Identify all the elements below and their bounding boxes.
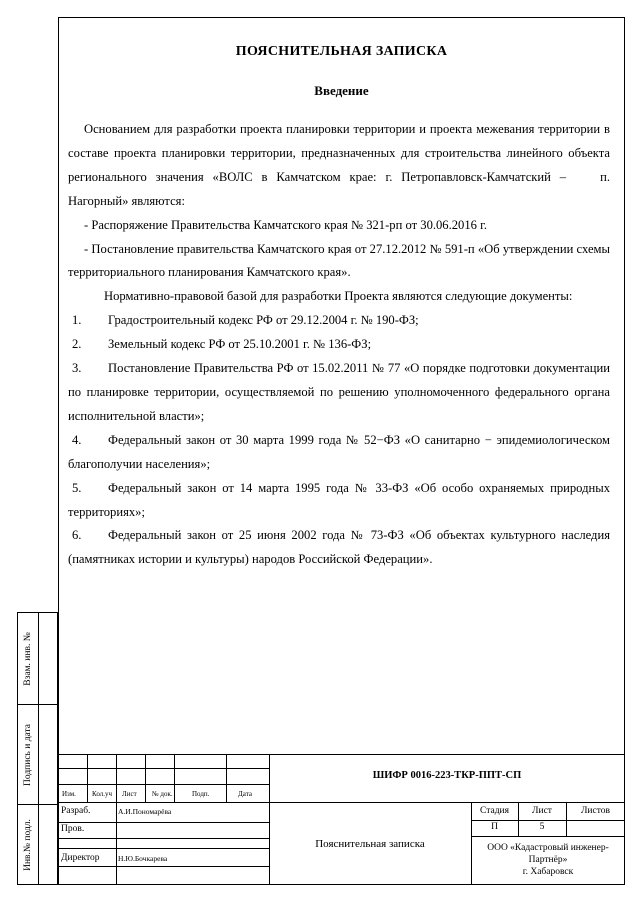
list-item-number: 5.	[72, 480, 82, 495]
intro-text-part2: п. Нагорный» являются:	[68, 169, 610, 208]
header-list: Лист	[122, 790, 137, 798]
list-item	[68, 333, 610, 357]
stadia-label: Стадия	[480, 806, 509, 816]
header-data: Дата	[238, 790, 252, 798]
list-item-number: 3.	[72, 361, 82, 376]
list-value: 5	[539, 822, 545, 832]
list-item	[68, 429, 610, 477]
header-izm: Изм.	[62, 790, 76, 798]
side-strip-podpis	[17, 705, 58, 805]
list-label: Лист	[532, 806, 552, 816]
list-item-number: 2.	[72, 337, 82, 352]
basis-item-1: - Распоряжение Правительства Камчатского края № 321-рп от 30.06.2016 г.	[84, 217, 487, 232]
prov-label: Пров.	[61, 824, 85, 834]
list-item-number: 1.	[72, 313, 82, 328]
list-item-text: Постановление Правительства РФ от 15.02.2011 № 77 «О порядке подготовки документации по планировке территории, осуществляемой по решению уполномоченного федерального органа исполнительной власти»;	[68, 361, 610, 423]
organization-city: г. Хабаровск	[522, 867, 574, 877]
director-label: Директор	[61, 853, 100, 863]
document-name: Пояснительная записка	[315, 838, 425, 850]
page-title: ПОЯСНИТЕЛЬНАЯ ЗАПИСКА	[235, 44, 448, 59]
razrab-name: А.И.Пономарёва	[118, 807, 172, 816]
list-item-text: Федеральный закон от 30 марта 1999 года № 52−ФЗ «О санитарно − эпидемиологическом благополучии населения»;	[68, 432, 610, 471]
list-item	[68, 357, 610, 429]
header-kol: Кол.уч	[92, 790, 112, 798]
header-ndok: № док.	[152, 790, 173, 798]
list-item	[68, 524, 610, 572]
inv-podl-label: Инв.№ подл.	[23, 818, 34, 871]
list-item-text: Земельный кодекс РФ от 25.10.2001 г. № 136-ФЗ;	[108, 337, 372, 352]
header-podp: Подп.	[192, 790, 210, 798]
list-item	[68, 309, 610, 333]
basis-item-2: - Постановление правительства Камчатского края от 27.12.2012 № 591-п «Об утверждении схемы территориального планирования Камчатского края».	[68, 241, 610, 280]
signature-date-label: Подпись и дата	[23, 723, 34, 786]
normative-paragraph: Нормативно-правовой базой для разработки Проекта являются следующие документы:	[104, 289, 573, 304]
title-block	[58, 754, 625, 885]
side-strip-vzam	[17, 612, 58, 705]
list-item	[68, 477, 610, 525]
intro-text-part1: Основанием для разработки проекта планировки территории и проекта межевания территории в составе проекта планировки территории, предназначенных для строительства линейного объекта регионального значения «ВОЛС в Камчатском крае: г. Петропавловск-Камчатский –	[68, 122, 610, 184]
list-item-number: 4.	[72, 432, 82, 447]
side-strip-inv	[17, 805, 58, 885]
list-item-text: Федеральный закон от 14 марта 1995 года № 33-ФЗ «Об особо охраняемых природных территориях»;	[68, 480, 610, 519]
list-item-number: 6.	[72, 528, 82, 543]
listov-label: Листов	[580, 806, 610, 816]
intro-paragraph	[68, 118, 610, 214]
organization-name: ООО «Кадастровый инженер-Партнёр»	[487, 843, 609, 865]
razrab-label: Разраб.	[61, 806, 91, 816]
stadia-value: П	[491, 822, 498, 832]
list-item-text: Градостроительный кодекс РФ от 29.12.2004 г. № 190-ФЗ;	[108, 313, 419, 328]
vzam-inv-label: Взам. инв. №	[23, 631, 34, 686]
document-body	[68, 118, 610, 572]
director-name: Н.Ю.Бочкарева	[118, 854, 168, 863]
document-code: ШИФР 0016-223-ТКР-ППТ-СП	[372, 770, 522, 781]
section-heading: Введение	[314, 83, 369, 98]
list-item-text: Федеральный закон от 25 июня 2002 года № 73-ФЗ «Об объектах культурного наследия (памятниках истории и культуры) народов Российской Федерации».	[68, 528, 610, 567]
